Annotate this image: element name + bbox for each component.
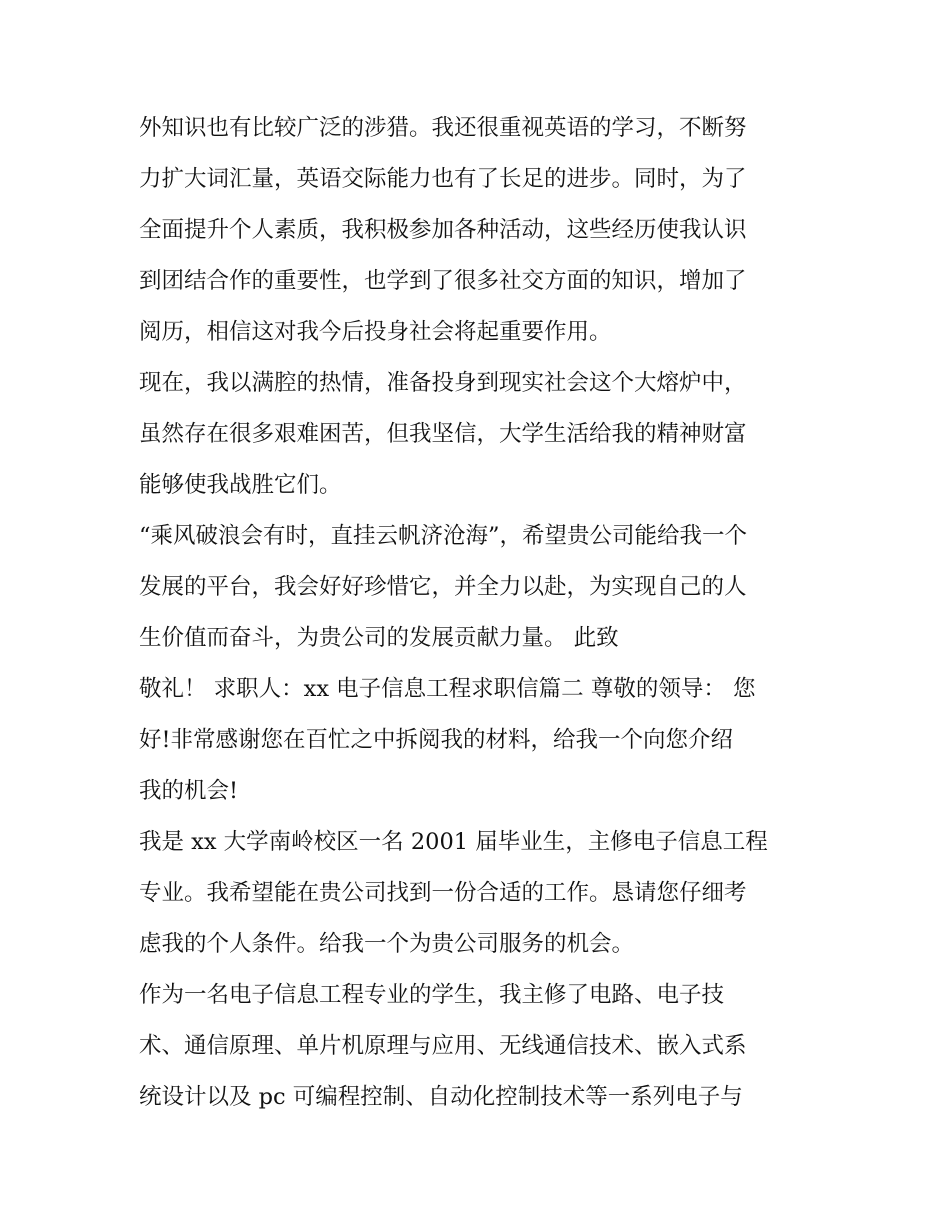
text-line: 敬礼！ 求职人：xx 电子信息工程求职信篇二 尊敬的领导： 您 xyxy=(139,676,756,702)
text-line: 外知识也有比较广泛的涉猎。我还很重视英语的学习，不断努 xyxy=(139,115,747,141)
text-line: 到团结合作的重要性，也学到了很多社交方面的知识，增加了 xyxy=(139,268,747,294)
text-line: 虽然存在很多艰难困苦，但我坚信，大学生活给我的精神财富 xyxy=(139,421,747,447)
text-line: 好!非常感谢您在百忙之中拆阅我的材料，给我一个向您介绍 xyxy=(139,727,734,753)
text-line: 术、通信原理、单片机原理与应用、无线通信技术、嵌入式系 xyxy=(139,1033,747,1059)
text-line: 力扩大词汇量，英语交际能力也有了长足的进步。同时，为了 xyxy=(139,166,747,192)
text-line: 虑我的个人条件。给我一个为贵公司服务的机会。 xyxy=(139,931,635,957)
text-line: 生价值而奋斗，为贵公司的发展贡献力量。 此致 xyxy=(139,625,619,651)
text-line: 我的机会! xyxy=(139,778,239,804)
text-line: 发展的平台，我会好好珍惜它，并全力以赴，为实现自己的人 xyxy=(139,574,747,600)
text-line: 作为一名电子信息工程专业的学生，我主修了电路、电子技 xyxy=(139,982,725,1008)
text-line: 我是 xx 大学南岭校区一名 2001 届毕业生，主修电子信息工程 xyxy=(139,829,768,855)
text-line: 统设计以及 pc 可编程控制、自动化控制技术等一系列电子与 xyxy=(139,1084,743,1110)
text-line: 能够使我战胜它们。 xyxy=(139,472,342,498)
text-line: “乘风破浪会有时，直挂云帆济沧海”，希望贵公司能给我一个 xyxy=(139,523,748,549)
text-line: 现在，我以满腔的热情，准备投身到现实社会这个大熔炉中， xyxy=(139,370,747,396)
text-line: 阅历，相信这对我今后投身社会将起重要作用。 xyxy=(139,319,612,345)
body-text xyxy=(139,103,811,1123)
text-line: 专业。我希望能在贵公司找到一份合适的工作。恳请您仔细考 xyxy=(139,880,747,906)
text-line: 全面提升个人素质，我积极参加各种活动，这些经历使我认识 xyxy=(139,217,747,243)
